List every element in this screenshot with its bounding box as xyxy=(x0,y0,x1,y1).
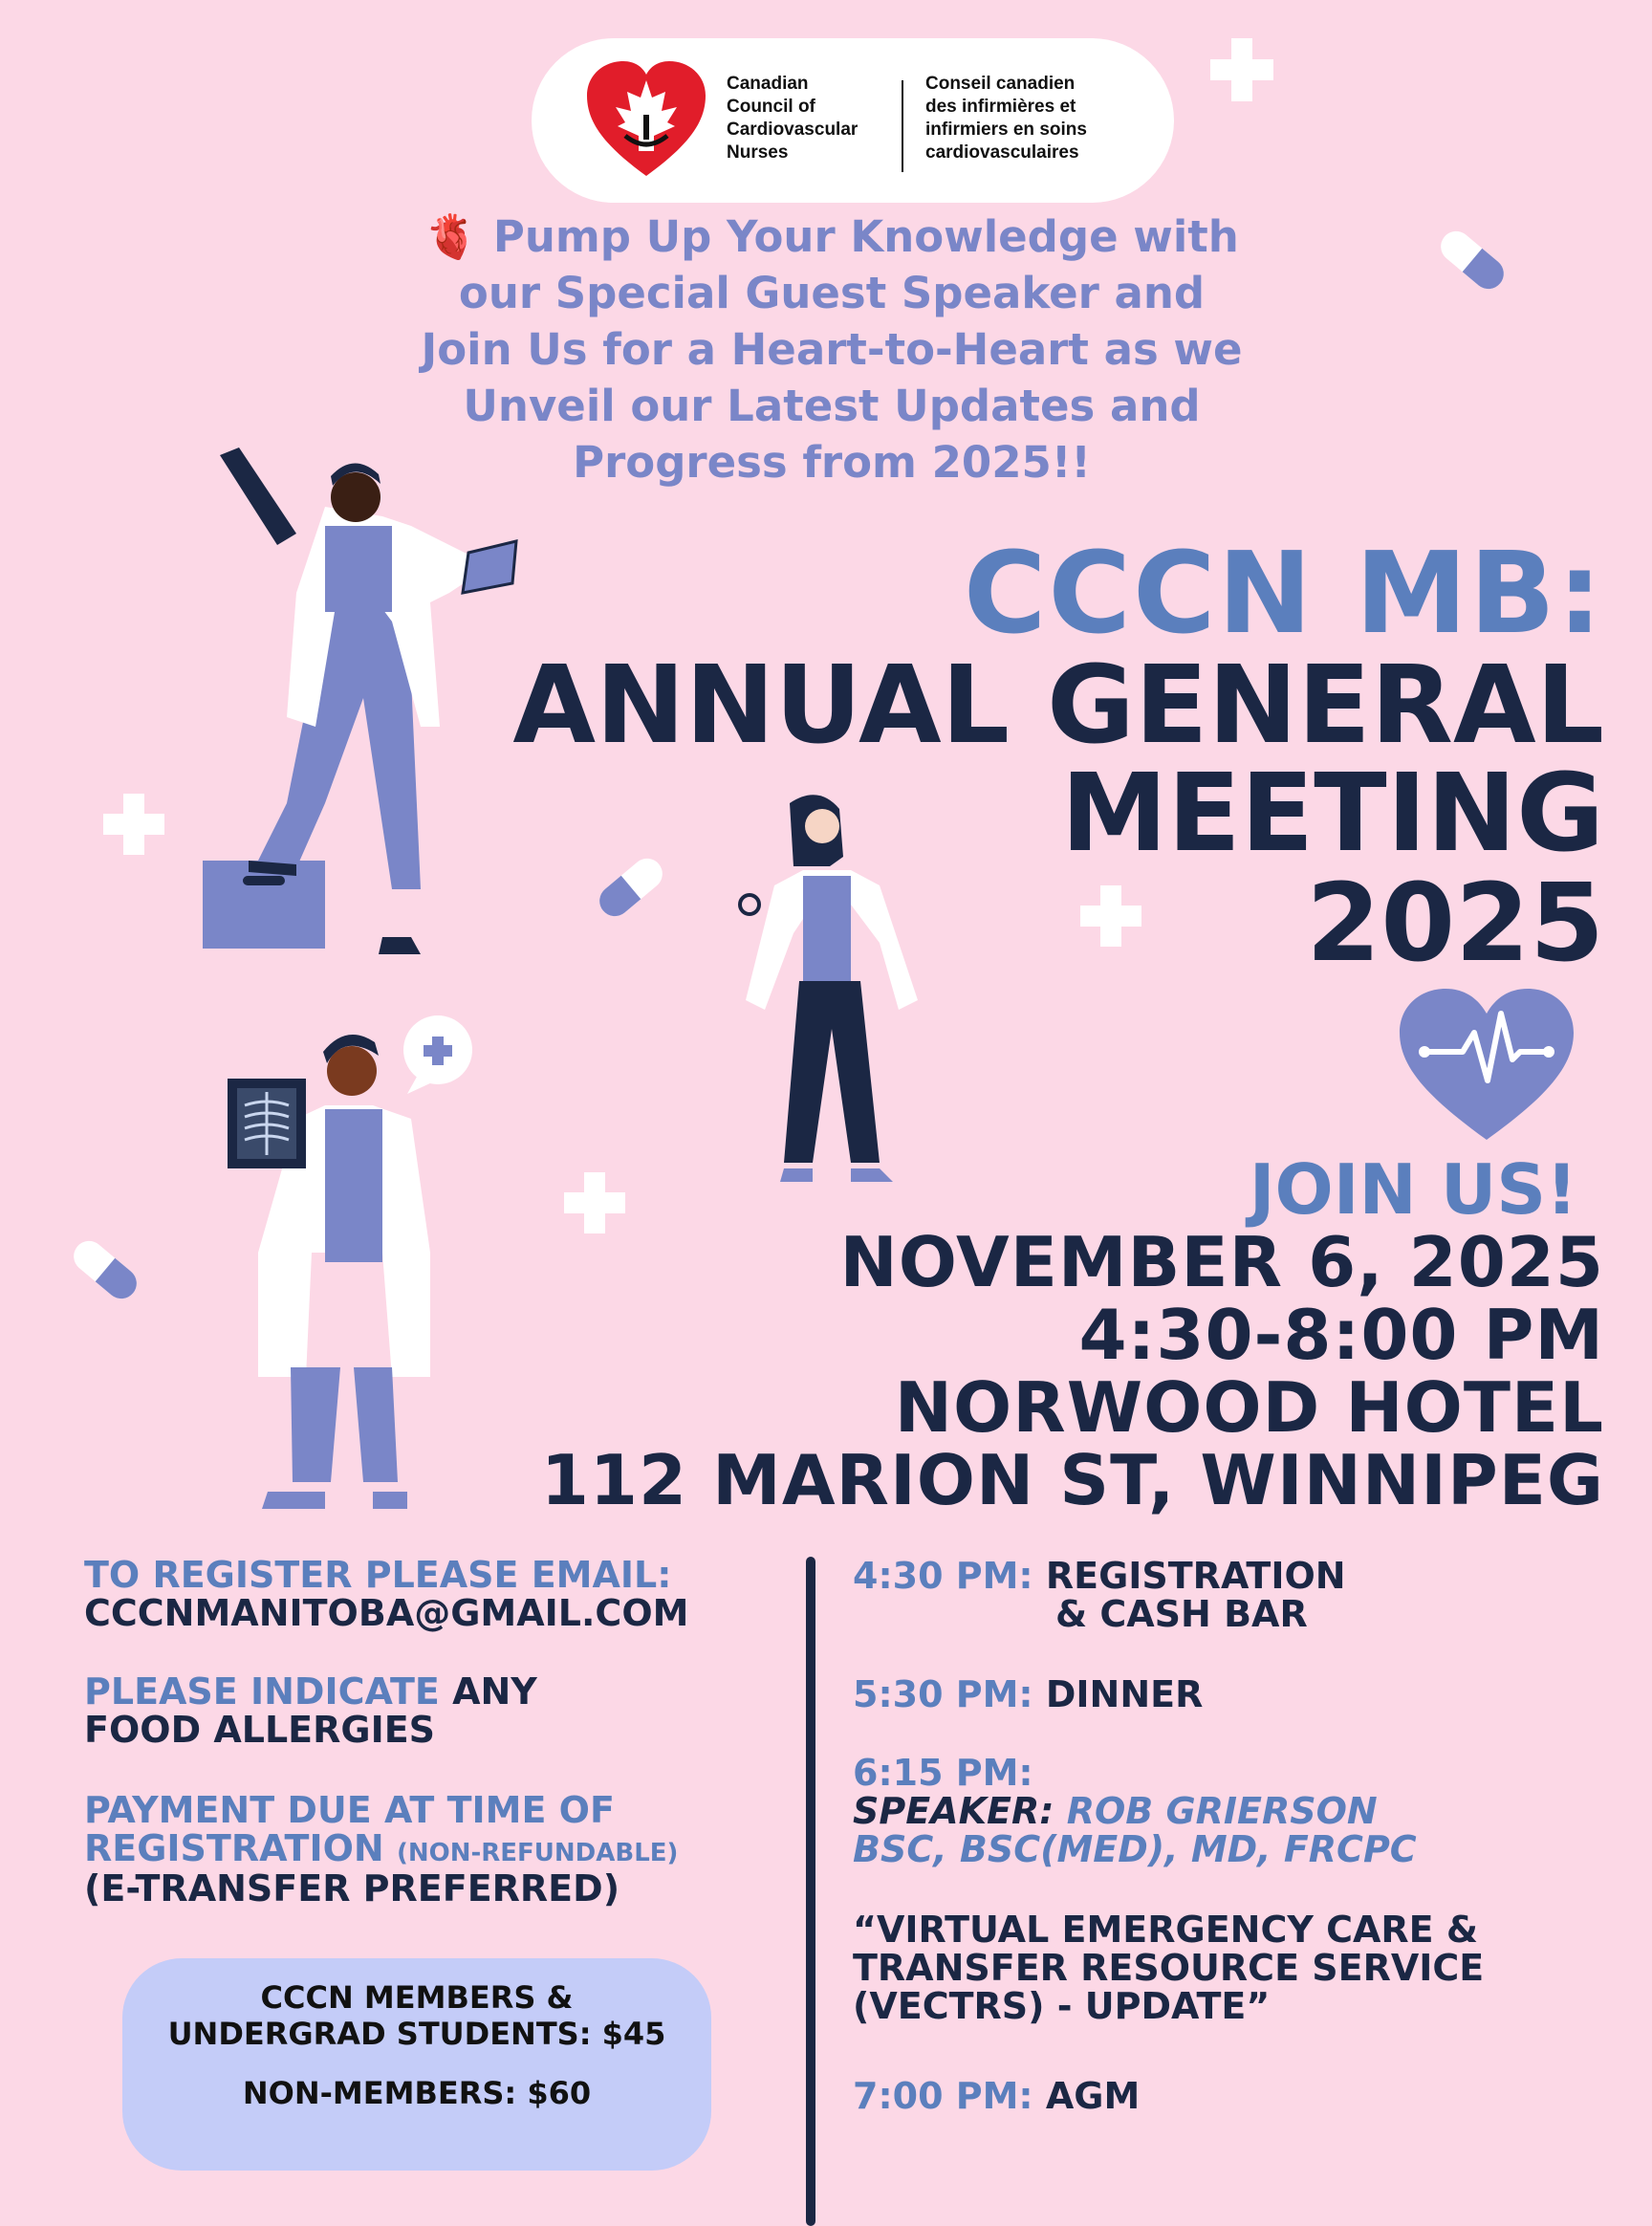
title-organization: CCCN MB: xyxy=(963,527,1604,659)
talk-title-line-3: (VECTRS) - UPDATE” xyxy=(853,1985,1271,2027)
schedule-item-registration-line-2: & CASH BAR xyxy=(1055,1593,1308,1635)
register-email-link[interactable]: CCCNMANITOBA@GMAIL.COM xyxy=(84,1592,689,1634)
event-time: 4:30-8:00 PM xyxy=(1078,1295,1604,1375)
plus-icon xyxy=(1080,885,1141,947)
logo-french-name: Conseil canadien des infirmières et infirmiers en soins cardiovasculaires xyxy=(925,74,1087,163)
price-non-members: NON-MEMBERS: $60 xyxy=(242,2075,592,2111)
speaker-name: SPEAKER: ROB GRIERSON xyxy=(853,1790,1378,1832)
register-label: TO REGISTER PLEASE EMAIL: xyxy=(84,1554,672,1596)
schedule-item-dinner: 5:30 PM: DINNER xyxy=(853,1673,1204,1715)
title-line-1: ANNUAL GENERAL xyxy=(512,644,1604,768)
event-address: 112 MARION ST, WINNIPEG xyxy=(540,1440,1604,1520)
talk-title-line-2: TRANSFER RESOURCE SERVICE xyxy=(853,1947,1485,1989)
pill-capsule-icon xyxy=(593,849,669,926)
payment-note-line-2: REGISTRATION (NON-REFUNDABLE) xyxy=(84,1827,679,1869)
schedule-item-agm: 7:00 PM: AGM xyxy=(853,2075,1141,2117)
cccn-heart-logo-icon xyxy=(585,59,707,182)
speaker-credentials: BSC, BSC(MED), MD, FRCPC xyxy=(853,1828,1417,1870)
plus-icon xyxy=(1210,38,1273,101)
price-members-line-1: CCCN MEMBERS & xyxy=(260,1979,574,2016)
pill-capsule-icon xyxy=(1434,222,1511,298)
title-line-2: MEETING xyxy=(1060,752,1604,876)
schedule-item-registration: 4:30 PM: REGISTRATION xyxy=(853,1555,1346,1597)
doctor-with-stethoscope-illustration xyxy=(736,790,966,1201)
plus-icon xyxy=(103,794,164,855)
doctor-with-xray-illustration xyxy=(220,1014,478,1520)
plus-icon xyxy=(564,1172,625,1233)
allergy-note-line-2: FOOD ALLERGIES xyxy=(84,1709,436,1751)
schedule-item-speaker-time: 6:15 PM: xyxy=(853,1752,1033,1794)
join-us-heading: JOIN US! xyxy=(1249,1149,1577,1230)
allergy-note: PLEASE INDICATE ANY xyxy=(84,1670,537,1713)
non-refundable-note: (NON-REFUNDABLE) xyxy=(396,1839,679,1867)
payment-method-note: (E-TRANSFER PREFERRED) xyxy=(84,1867,620,1910)
event-venue: NORWOOD HOTEL xyxy=(894,1367,1604,1448)
logo-divider xyxy=(902,80,903,172)
event-date: NOVEMBER 6, 2025 xyxy=(839,1222,1604,1302)
pill-capsule-icon xyxy=(67,1232,143,1308)
tagline: 🫀 Pump Up Your Knowledge with our Special Guest Speaker and Join Us for a Heart-to-Heart as we Unveil our Latest Updates and Progress from 2025!! xyxy=(421,211,1243,488)
price-members-line-2: UNDERGRAD STUDENTS: $45 xyxy=(167,2016,666,2052)
heartbeat-heart-icon xyxy=(1396,985,1577,1144)
logo-english-name: Canadian Council of Cardiovascular Nurses xyxy=(727,74,859,163)
talk-title-line-1: “VIRTUAL EMERGENCY CARE & xyxy=(853,1909,1478,1951)
title-year: 2025 xyxy=(1306,862,1604,986)
payment-note: PAYMENT DUE AT TIME OF xyxy=(84,1789,615,1831)
column-divider xyxy=(806,1557,815,2226)
